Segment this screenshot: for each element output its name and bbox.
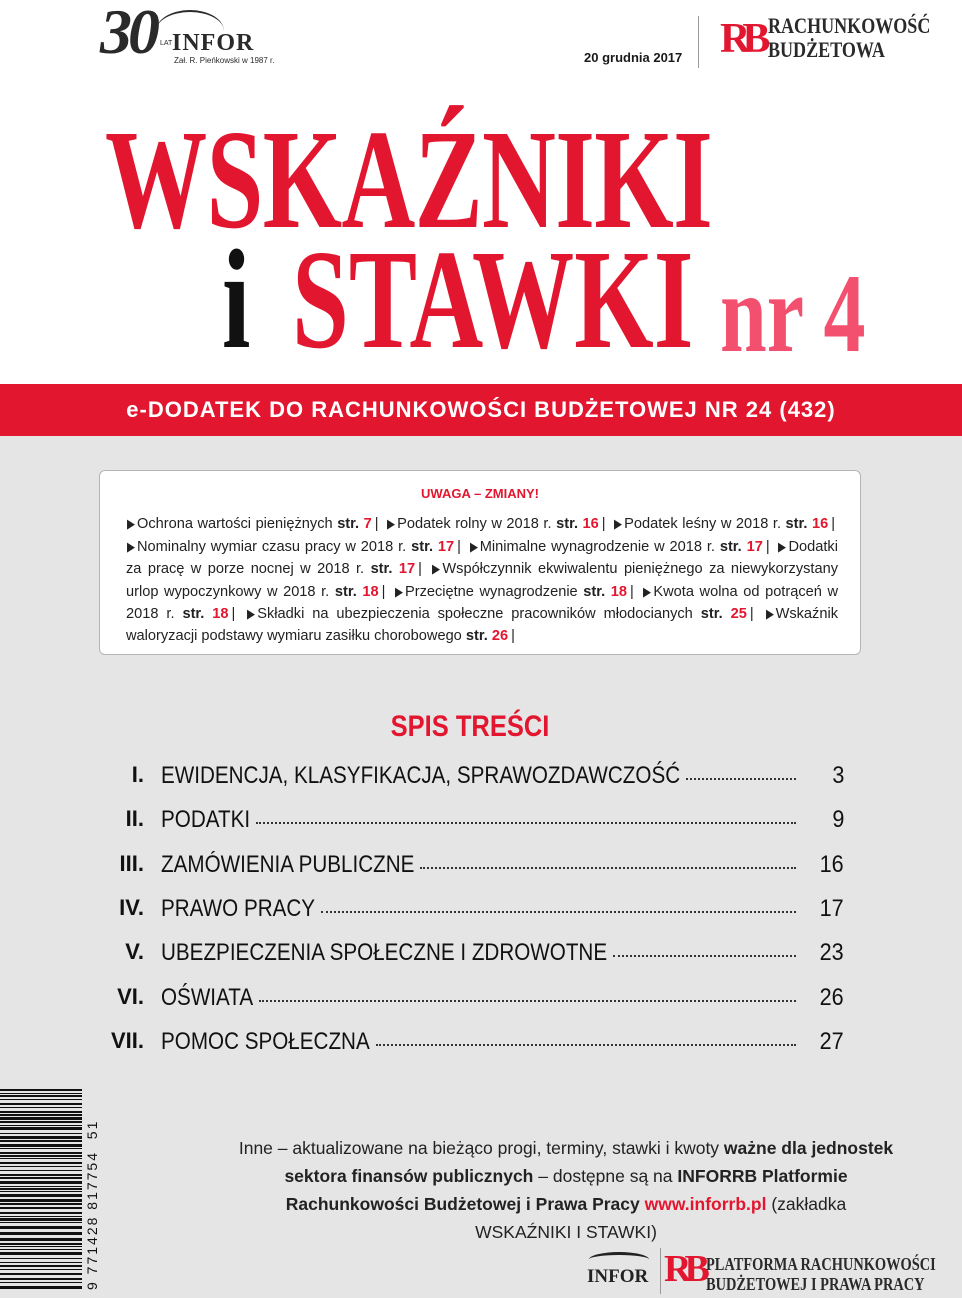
toc-leader-dots bbox=[420, 865, 796, 869]
page-prefix: str. bbox=[182, 606, 205, 623]
platform-line-2: BUDŻETOWEJ I PRAWA PRACY bbox=[706, 1274, 925, 1294]
arrow-icon: ▶ bbox=[432, 561, 441, 577]
toc-entry-title: PODATKI bbox=[161, 806, 251, 834]
platform-line-1: PLATFORMA RACHUNKOWOŚCI bbox=[706, 1254, 936, 1274]
anniversary-number: 30 bbox=[100, 0, 156, 67]
separator: | bbox=[374, 516, 379, 532]
toc-leader-dots bbox=[259, 998, 796, 1002]
notice-page-number: 17 bbox=[746, 538, 763, 555]
separator: | bbox=[749, 606, 754, 623]
issue-date: 20 grudnia 2017 bbox=[584, 50, 683, 65]
footer-publisher: INFOR bbox=[587, 1266, 649, 1287]
notice-item-text: Podatek rolny w 2018 r. bbox=[397, 516, 552, 532]
title-line-2: STAWKI bbox=[292, 220, 694, 378]
separator: | bbox=[511, 627, 515, 644]
toc-row[interactable] bbox=[104, 806, 844, 846]
header-divider bbox=[698, 16, 699, 68]
toc-entry-title: EWIDENCJA, KLASYFIKACJA, SPRAWOZDAWCZOŚĆ bbox=[161, 762, 681, 789]
issue-number: nr 4 bbox=[720, 252, 866, 376]
toc-leader-dots bbox=[613, 953, 796, 957]
toc-number: II. bbox=[125, 806, 144, 832]
anniversary-unit: LAT bbox=[160, 40, 173, 47]
toc-leader-dots bbox=[686, 776, 796, 780]
page-prefix: str. bbox=[583, 583, 606, 600]
toc-row[interactable] bbox=[104, 762, 844, 802]
page-prefix: str. bbox=[700, 606, 723, 623]
banner-text: e-DODATEK DO RACHUNKOWOŚCI BUDŻETOWEJ NR 24 (432) bbox=[126, 397, 836, 422]
toc-number: IV. bbox=[119, 894, 144, 920]
title-line-1: WSKAŹNIKI bbox=[105, 100, 713, 258]
toc-page-number: 3 bbox=[831, 762, 844, 789]
notice-item-text: Nominalny wymiar czasu pracy w 2018 r. bbox=[137, 538, 407, 555]
notice-page-number: 16 bbox=[812, 516, 829, 532]
arrow-icon: ▶ bbox=[614, 516, 623, 531]
toc-number: I. bbox=[131, 762, 144, 787]
title-word-i: i bbox=[222, 220, 251, 378]
toc-row[interactable] bbox=[104, 939, 844, 979]
barcode-main-digits: 9 771428 817754 bbox=[84, 1151, 100, 1290]
toc-number: VI. bbox=[117, 983, 144, 1009]
toc-entry-title: UBEZPIECZENIA SPOŁECZNE I ZDROWOTNE bbox=[161, 939, 608, 967]
page-prefix: str. bbox=[465, 627, 488, 644]
rb-logo-icon: RB bbox=[720, 16, 763, 62]
separator: | bbox=[630, 583, 634, 600]
page-prefix: str. bbox=[556, 516, 578, 532]
notice-page-number: 18 bbox=[212, 606, 229, 623]
notice-item-text: Kwota wolna od potrąceń w 2018 r. bbox=[126, 583, 838, 623]
toc-page-number: 27 bbox=[819, 1027, 844, 1055]
brand-line-1: RACHUNKOWOŚĆ bbox=[768, 13, 931, 38]
notice-title: UWAGA – ZMIANY! bbox=[421, 486, 539, 501]
info-text: – dostępne są na bbox=[533, 1166, 678, 1186]
separator: | bbox=[831, 516, 836, 532]
notice-item bbox=[386, 516, 608, 532]
notice-page-number: 26 bbox=[491, 627, 509, 644]
arrow-icon: ▶ bbox=[765, 606, 774, 622]
infor-wing-icon bbox=[589, 1252, 649, 1267]
notice-item-text: Przeciętne wynagrodzenie bbox=[404, 583, 578, 600]
barcode-icon bbox=[0, 1085, 90, 1298]
arrow-icon: ▶ bbox=[469, 538, 478, 554]
notice-page-number: 25 bbox=[730, 606, 747, 623]
info-paragraph bbox=[236, 1134, 896, 1246]
notice-item-text: Podatek leśny w 2018 r. bbox=[624, 516, 781, 532]
page-prefix: str. bbox=[334, 583, 357, 600]
toc-number: III. bbox=[119, 850, 144, 876]
info-text: Inne – aktualizowane na bieżąco progi, terminy, stawki i kwoty bbox=[238, 1138, 724, 1158]
separator: | bbox=[381, 583, 386, 600]
notice-item-text: Wskaźnik waloryzacji podstawy wymiaru zasiłku chorobowego bbox=[126, 606, 838, 644]
separator: | bbox=[765, 538, 770, 555]
info-text: (zakładka WSKAŹNIKI I STAWKI) bbox=[475, 1194, 847, 1242]
toc-row[interactable] bbox=[104, 851, 844, 891]
toc-title: SPIS TREŚCI bbox=[390, 710, 550, 743]
page-prefix: str. bbox=[337, 516, 360, 532]
toc-number: V. bbox=[125, 939, 144, 965]
notice-page-number: 17 bbox=[437, 538, 455, 555]
barcode-digits bbox=[84, 1120, 100, 1290]
platform-name bbox=[706, 1254, 936, 1294]
toc-page-number: 26 bbox=[819, 983, 844, 1011]
notice-page-number: 7 bbox=[363, 516, 372, 532]
arrow-icon: ▶ bbox=[394, 583, 403, 599]
arrow-icon: ▶ bbox=[643, 583, 652, 599]
infor-logo bbox=[587, 1252, 651, 1292]
toc-page-number: 16 bbox=[819, 850, 844, 878]
barcode-addon-digits: 51 bbox=[84, 1119, 100, 1140]
arrow-icon: ▶ bbox=[387, 516, 396, 531]
footer-divider bbox=[660, 1248, 661, 1294]
info-bold-text: ważne dla jednostek sektora finansów publicznych bbox=[284, 1138, 894, 1186]
separator: | bbox=[418, 561, 422, 578]
publisher-name: INFOR bbox=[172, 30, 255, 56]
toc-entry-title: PRAWO PRACY bbox=[161, 894, 316, 922]
separator: | bbox=[231, 606, 236, 623]
toc-row[interactable] bbox=[104, 1028, 844, 1068]
notice-item-text: Minimalne wynagrodzenie w 2018 r. bbox=[479, 538, 715, 555]
toc-leader-dots bbox=[256, 820, 796, 824]
notice-item bbox=[126, 539, 464, 555]
notice-item bbox=[469, 539, 773, 555]
infor-30-years-logo bbox=[100, 0, 275, 70]
page-prefix: str. bbox=[785, 516, 808, 532]
arrow-icon: ▶ bbox=[127, 516, 135, 531]
notice-item bbox=[394, 584, 637, 600]
notice-page-number: 18 bbox=[362, 583, 379, 600]
website-link[interactable]: www.inforrb.pl bbox=[644, 1194, 767, 1214]
separator: | bbox=[457, 538, 461, 555]
toc-entry-title: ZAMÓWIENIA PUBLICZNE bbox=[161, 850, 415, 878]
separator: | bbox=[601, 516, 606, 532]
page-prefix: str. bbox=[719, 538, 742, 555]
notice-item bbox=[126, 516, 382, 532]
barcode-number bbox=[84, 1090, 102, 1290]
toc-leader-dots bbox=[321, 909, 796, 913]
toc-row[interactable] bbox=[104, 984, 844, 1024]
toc-page-number: 17 bbox=[819, 894, 844, 922]
brand-name bbox=[768, 14, 930, 62]
notice-item-text: Współczynnik ekwiwalentu pieniężnego za niewykorzystany urlop wypoczynkowy w 2018 r. bbox=[126, 561, 838, 600]
toc-entry-title: OŚWIATA bbox=[161, 983, 254, 1011]
toc-number: VII. bbox=[110, 1027, 144, 1053]
toc-row[interactable] bbox=[104, 895, 844, 935]
notice-page-number: 16 bbox=[582, 516, 599, 532]
platform-name-text: INFORRB Platformie Rachunkowości Budżetowej i Prawa Pracy bbox=[285, 1166, 848, 1214]
arrow-icon: ▶ bbox=[127, 538, 135, 554]
toc-page-number: 23 bbox=[819, 939, 844, 967]
page-prefix: str. bbox=[370, 561, 393, 578]
notice-item-text: Dodatki za pracę w porze nocnej w 2018 r. bbox=[126, 538, 838, 578]
arrow-icon: ▶ bbox=[247, 606, 256, 622]
toc-page-number: 9 bbox=[831, 806, 844, 834]
notice-item-text: Składki na ubezpieczenia społeczne pracowników młodocianych bbox=[257, 606, 693, 623]
notice-page-number: 18 bbox=[610, 583, 627, 600]
notice-page-number: 17 bbox=[398, 561, 416, 578]
founded-note: Zał. R. Pieńkowski w 1987 r. bbox=[174, 56, 275, 65]
arrow-icon: ▶ bbox=[778, 538, 787, 554]
notice-item bbox=[613, 516, 838, 532]
page-prefix: str. bbox=[411, 538, 433, 555]
footer-rb-logo-icon: RB bbox=[664, 1248, 703, 1290]
brand-line-2: BUDŻETOWA bbox=[768, 37, 885, 62]
notice-item bbox=[246, 606, 756, 622]
toc-leader-dots bbox=[376, 1042, 796, 1046]
notice-list bbox=[126, 513, 838, 648]
toc-entry-title: POMOC SPOŁECZNA bbox=[161, 1027, 370, 1055]
notice-item-text: Ochrona wartości pieniężnych bbox=[137, 516, 333, 532]
